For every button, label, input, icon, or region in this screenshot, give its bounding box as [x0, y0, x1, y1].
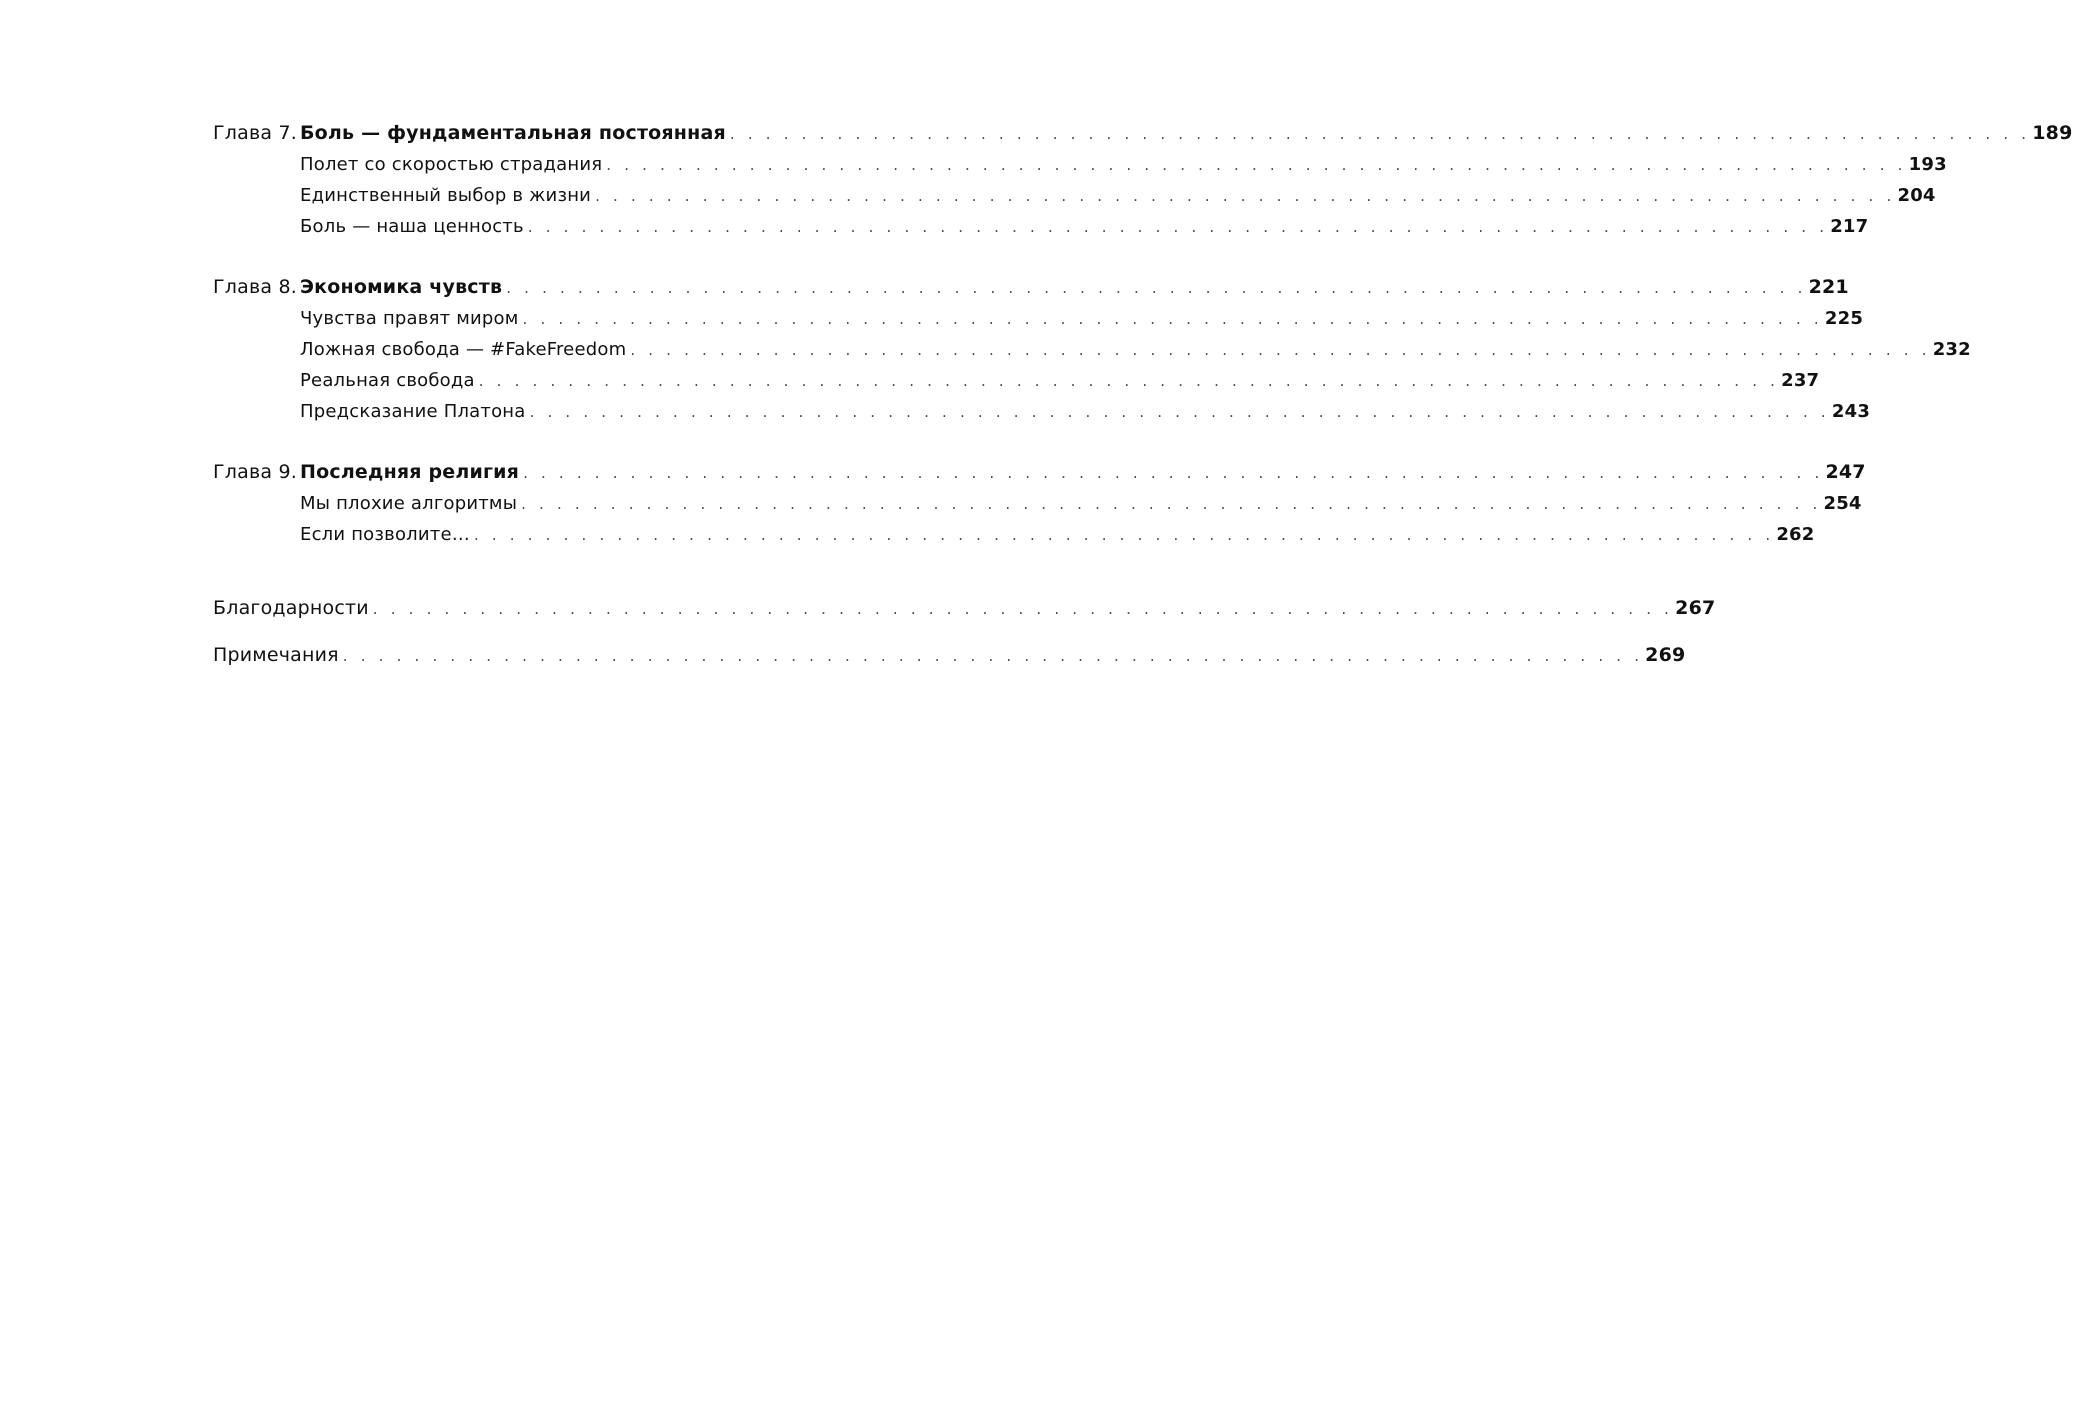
dot-leader: . . . . . . . . . . . . . . . . . . . . . . . . . . . . . . . . . . . . . . . . . . . . . . . . . . . . . . . . . . . . . . . . . . . . . . . . . — [521, 495, 1822, 513]
page-number: 237 — [1781, 370, 1820, 391]
dot-leader: . . . . . . . . . . . . . . . . . . . . . . . . . . . . . . . . . . . . . . . . . . . . . . . . . . . . . . . . . . . . . . . . . . . . . . . . . — [522, 310, 1823, 328]
section-row[interactable] — [213, 365, 1820, 396]
section-title: Чувства правят миром — [300, 308, 519, 329]
page-number: 221 — [1808, 276, 1849, 298]
section-title: Реальная свобода — [300, 370, 475, 391]
chapter-row[interactable] — [213, 457, 1866, 488]
page-number: 262 — [1776, 524, 1815, 545]
dot-leader: . . . . . . . . . . . . . . . . . . . . . . . . . . . . . . . . . . . . . . . . . . . . . . . . . . . . . . . . . . . . . . . . . . . . . . . . . — [506, 279, 1807, 297]
page-number: 225 — [1824, 308, 1864, 329]
section-row[interactable] — [213, 211, 1869, 242]
chapter-label: Глава 9. — [213, 461, 297, 483]
chapter-title: Экономика чувств — [300, 276, 503, 298]
chapter-label: Глава 8. — [213, 276, 297, 298]
chapter-row[interactable] — [213, 272, 1849, 303]
section-title: Ложная свобода — #FakeFreedom — [300, 339, 627, 360]
spacer — [213, 624, 863, 640]
back-matter-title: Благодарности — [213, 597, 369, 619]
section-title: Предсказание Платона — [300, 401, 526, 422]
back-matter-entry — [213, 640, 1686, 672]
dot-leader: . . . . . . . . . . . . . . . . . . . . . . . . . . . . . . . . . . . . . . . . . . . . . . . . . . . . . . . . . . . . . . . . . . . . . . . . . — [595, 187, 1896, 205]
section-row[interactable] — [213, 519, 1815, 550]
section-title: Если позволите… — [300, 524, 470, 545]
dot-leader: . . . . . . . . . . . . . . . . . . . . . . . . . . . . . . . . . . . . . . . . . . . . . . . . . . . . . . . . . . . . . . . . . . . . . . . . . — [729, 125, 2031, 143]
section-entry — [300, 519, 1815, 551]
section-title: Единственный выбор в жизни — [300, 185, 592, 206]
chapter-entry — [300, 272, 1849, 304]
chapter-label: Глава 7. — [213, 122, 297, 144]
page-number: 189 — [2032, 122, 2073, 144]
spacer — [213, 242, 863, 272]
chapter-row[interactable] — [213, 118, 2073, 149]
chapter-entry — [300, 118, 2073, 150]
page-number: 269 — [1645, 644, 1686, 666]
dot-leader: . . . . . . . . . . . . . . . . . . . . . . . . . . . . . . . . . . . . . . . . . . . . . . . . . . . . . . . . . . . . . . . . . . . . . . . . . — [478, 372, 1780, 390]
page-number: 247 — [1825, 461, 1866, 483]
section-entry — [300, 211, 1869, 243]
dot-leader: . . . . . . . . . . . . . . . . . . . . . . . . . . . . . . . . . . . . . . . . . . . . . . . . . . . . . . . . . . . . . . . . . . . . . . . . . — [529, 403, 1830, 421]
page-number: 193 — [1908, 154, 1947, 175]
back-matter-entry — [213, 593, 1716, 625]
spacer — [213, 550, 863, 593]
section-row[interactable] — [213, 303, 1864, 334]
dot-leader: . . . . . . . . . . . . . . . . . . . . . . . . . . . . . . . . . . . . . . . . . . . . . . . . . . . . . . . . . . . . . . . . . . . . . . . . . — [372, 600, 1674, 618]
page-number: 217 — [1830, 216, 1869, 237]
section-row[interactable] — [213, 334, 1971, 365]
dot-leader: . . . . . . . . . . . . . . . . . . . . . . . . . . . . . . . . . . . . . . . . . . . . . . . . . . . . . . . . . . . . . . . . . . . . . . . . . — [630, 341, 1931, 359]
section-entry — [300, 396, 1871, 428]
dot-leader: . . . . . . . . . . . . . . . . . . . . . . . . . . . . . . . . . . . . . . . . . . . . . . . . . . . . . . . . . . . . . . . . . . . . . . . . . — [342, 647, 1644, 665]
dot-leader: . . . . . . . . . . . . . . . . . . . . . . . . . . . . . . . . . . . . . . . . . . . . . . . . . . . . . . . . . . . . . . . . . . . . . . . . . — [523, 464, 1824, 482]
page-number: 232 — [1932, 339, 1971, 360]
section-entry — [300, 365, 1820, 397]
section-entry — [300, 334, 1971, 366]
section-row[interactable] — [213, 488, 1862, 519]
back-matter-row[interactable] — [213, 593, 1716, 624]
table-of-contents — [213, 118, 2073, 671]
chapter-title: Боль — фундаментальная постоянная — [300, 122, 726, 144]
section-entry — [300, 303, 1864, 335]
page-number: 267 — [1675, 597, 1716, 619]
dot-leader: . . . . . . . . . . . . . . . . . . . . . . . . . . . . . . . . . . . . . . . . . . . . . . . . . . . . . . . . . . . . . . . . . . . . . . . . . — [527, 218, 1829, 236]
page-number: 254 — [1823, 493, 1862, 514]
section-title: Боль — наша ценность — [300, 216, 524, 237]
spacer — [213, 427, 863, 457]
section-entry — [300, 149, 1947, 181]
back-matter-title: Примечания — [213, 644, 339, 666]
section-row[interactable] — [213, 149, 1947, 180]
section-row[interactable] — [213, 180, 1936, 211]
section-entry — [300, 488, 1862, 520]
back-matter-row[interactable] — [213, 640, 1686, 671]
dot-leader: . . . . . . . . . . . . . . . . . . . . . . . . . . . . . . . . . . . . . . . . . . . . . . . . . . . . . . . . . . . . . . . . . . . . . . . . . — [606, 156, 1907, 174]
dot-leader: . . . . . . . . . . . . . . . . . . . . . . . . . . . . . . . . . . . . . . . . . . . . . . . . . . . . . . . . . . . . . . . . . . . . . . . . . — [473, 526, 1775, 544]
section-row[interactable] — [213, 396, 1871, 427]
page-number: 204 — [1897, 185, 1936, 206]
page-number: 243 — [1831, 401, 1871, 422]
chapter-title: Последняя религия — [300, 461, 520, 483]
section-entry — [300, 180, 1936, 212]
section-title: Мы плохие алгоритмы — [300, 493, 518, 514]
section-title: Полет со скоростью страдания — [300, 154, 603, 175]
chapter-entry — [300, 457, 1866, 489]
